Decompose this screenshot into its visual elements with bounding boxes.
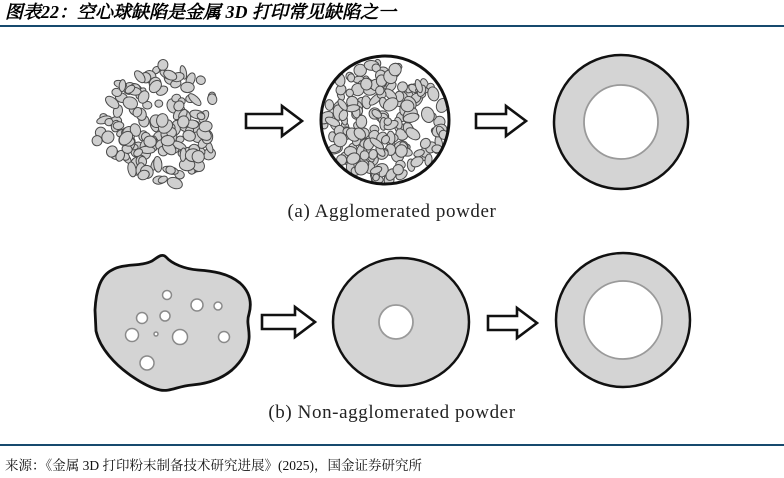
arrow-right-icon	[488, 308, 537, 338]
figure-title: 图表22：空心球缺陷是金属 3D 打印常见缺陷之一	[5, 2, 396, 22]
arrow-right-icon	[246, 106, 302, 136]
row-b-non-agglomerated	[95, 253, 690, 390]
row-a-agglomerated	[91, 55, 688, 191]
arrow-right-icon	[476, 106, 526, 136]
sphere-with-internal-pore-icon	[333, 258, 469, 386]
caption-row-b: (b) Non-agglomerated powder	[268, 402, 516, 423]
figure-footer	[0, 444, 784, 478]
hollow-sphere-icon	[554, 55, 688, 189]
agglomerated-powder-cluster-icon	[91, 58, 217, 190]
caption-row-a: (a) Agglomerated powder	[287, 201, 497, 222]
hollow-sphere-icon	[556, 253, 690, 387]
source-text: 来源：《金属 3D 打印粉末制备技术研究进展》(2025)，国金证券研究所	[5, 458, 422, 473]
figure-header	[0, 0, 784, 27]
porous-powder-particle-icon	[95, 255, 250, 390]
arrow-right-icon	[262, 307, 315, 337]
powder-filled-sphere-icon	[316, 56, 451, 187]
